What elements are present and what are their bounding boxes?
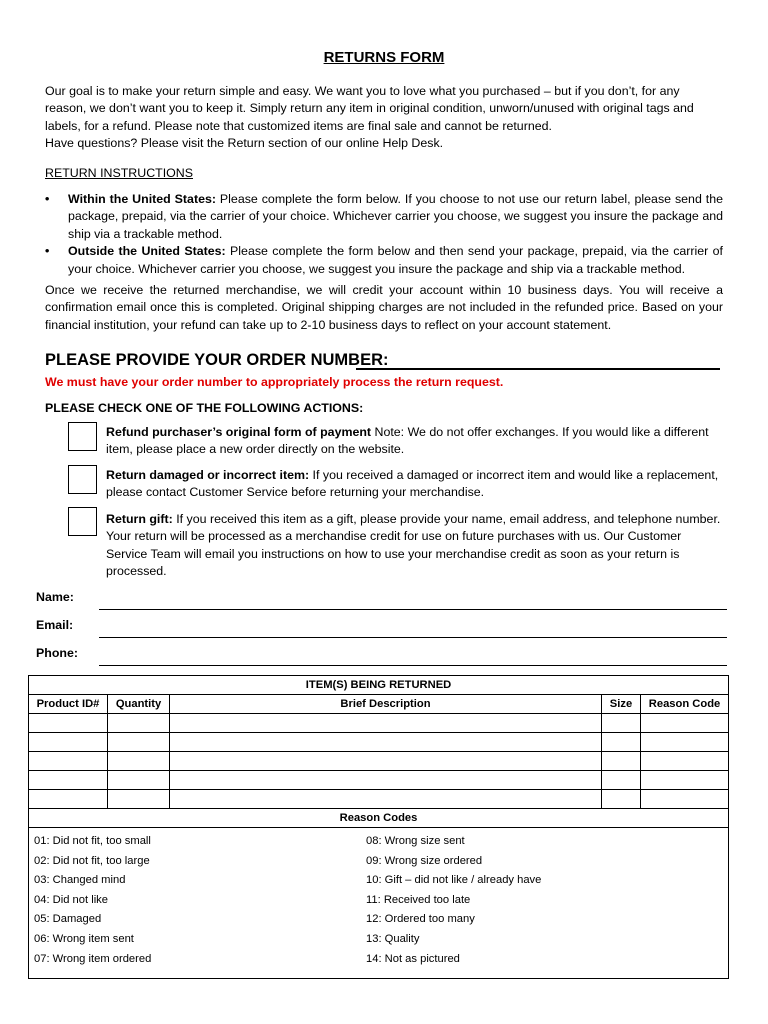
description-cell[interactable] bbox=[170, 771, 602, 790]
quantity-cell[interactable] bbox=[108, 714, 170, 733]
quantity-cell[interactable] bbox=[108, 771, 170, 790]
reason-code-item: 14: Not as pictured bbox=[366, 952, 460, 965]
action-text: If you received this item as a gift, please provide your name, email address, and telephone number. Your return will be processed as a merchandise credit for use on future purchases with us. Our Customer Service Team will email you instructions on how to use your merchandise credit as soon as your return is processed. bbox=[106, 512, 721, 579]
action-label: Return damaged or incorrect item: bbox=[106, 468, 310, 482]
quantity-cell[interactable] bbox=[108, 752, 170, 771]
quantity-cell[interactable] bbox=[108, 790, 170, 809]
column-header-reason-code: Reason Code bbox=[641, 695, 729, 714]
table-row bbox=[29, 733, 729, 752]
column-header-size: Size bbox=[602, 695, 641, 714]
product-id-cell[interactable] bbox=[29, 771, 108, 790]
reason-codes-left-column bbox=[34, 832, 151, 969]
product-id-cell[interactable] bbox=[29, 790, 108, 809]
intro-line: Have questions? Please visit the Return section of our online Help Desk. bbox=[45, 136, 444, 151]
reason-codes-caption: Reason Codes bbox=[29, 809, 729, 828]
phone-label: Phone: bbox=[36, 646, 78, 660]
order-number-note: We must have your order number to appropriately process the return request. bbox=[45, 375, 504, 389]
description-cell[interactable] bbox=[170, 733, 602, 752]
intro-line: Our goal is to make your return simple and easy. We want you to love what you purchased – but if you don’t, for any bbox=[45, 84, 680, 98]
reason-code-item: 11: Received too late bbox=[366, 893, 471, 906]
refund-checkbox[interactable] bbox=[68, 422, 97, 451]
column-header-product-id: Product ID# bbox=[29, 695, 108, 714]
reason-code-item: 06: Wrong item sent bbox=[34, 932, 134, 945]
action-label: Refund purchaser’s original form of payment bbox=[106, 425, 372, 439]
reason-code-item: 05: Damaged bbox=[34, 913, 102, 926]
action-text: If you received a damaged or incorrect item and would like a replacement, please contact Customer Service before returning your merchandise. bbox=[106, 468, 719, 500]
reason-codes-right-column bbox=[366, 832, 541, 969]
table-row bbox=[29, 714, 729, 733]
name-label: Name: bbox=[36, 590, 74, 604]
quantity-cell[interactable] bbox=[108, 733, 170, 752]
email-label: Email: bbox=[36, 618, 74, 632]
description-cell[interactable] bbox=[170, 790, 602, 809]
intro-line: labels, for a refund. Please note that customized items are final sale and cannot be returned. bbox=[45, 118, 552, 133]
reason-code-item: 10: Gift – did not like / already have bbox=[366, 874, 542, 887]
items-returned-table bbox=[28, 675, 729, 979]
bullet-icon: • bbox=[45, 192, 50, 206]
page-title: RETURNS FORM bbox=[323, 49, 445, 66]
order-number-heading: PLEASE PROVIDE YOUR ORDER NUMBER: bbox=[45, 351, 389, 369]
reason-code-cell[interactable] bbox=[641, 771, 729, 790]
instruction-label: Within the United States: bbox=[68, 192, 216, 206]
reason-codes-list bbox=[29, 828, 728, 978]
action-option-damaged bbox=[106, 467, 724, 502]
reason-codes-cell bbox=[29, 828, 729, 979]
reason-code-item: 08: Wrong size sent bbox=[366, 835, 465, 847]
bullet-icon: • bbox=[45, 244, 50, 259]
reason-code-cell[interactable] bbox=[641, 752, 729, 771]
actions-heading: PLEASE CHECK ONE OF THE FOLLOWING ACTIONS: bbox=[45, 401, 364, 415]
table-header-row bbox=[29, 695, 729, 714]
size-cell[interactable] bbox=[602, 752, 641, 771]
reason-code-item: 13: Quality bbox=[366, 932, 420, 945]
table-row bbox=[29, 790, 729, 809]
column-header-quantity: Quantity bbox=[108, 695, 170, 714]
table-row bbox=[29, 771, 729, 790]
reason-code-item: 09: Wrong size ordered bbox=[366, 854, 483, 867]
reason-code-item: 03: Changed mind bbox=[34, 874, 126, 887]
reason-code-cell[interactable] bbox=[641, 714, 729, 733]
size-cell[interactable] bbox=[602, 714, 641, 733]
reason-code-cell[interactable] bbox=[641, 733, 729, 752]
product-id-cell[interactable] bbox=[29, 752, 108, 771]
reason-code-item: 02: Did not fit, too large bbox=[34, 854, 150, 867]
action-label: Return gift: bbox=[106, 512, 173, 526]
description-cell[interactable] bbox=[170, 714, 602, 733]
email-input[interactable] bbox=[99, 637, 727, 638]
reason-code-cell[interactable] bbox=[641, 790, 729, 809]
intro-paragraph bbox=[45, 83, 723, 153]
instruction-item bbox=[45, 191, 723, 243]
return-gift-checkbox[interactable] bbox=[68, 507, 97, 536]
product-id-cell[interactable] bbox=[29, 733, 108, 752]
table-row bbox=[29, 752, 729, 771]
product-id-cell[interactable] bbox=[29, 714, 108, 733]
instruction-text: Please complete the form below and then send your package, prepaid, via the carrier of your choice. Whichever carrier you choose, we suggest you insure the package and ship via a trackable method. bbox=[68, 244, 724, 276]
action-option-refund bbox=[106, 424, 724, 459]
size-cell[interactable] bbox=[602, 771, 641, 790]
order-number-field[interactable] bbox=[356, 368, 720, 370]
reason-code-item: 12: Ordered too many bbox=[366, 913, 475, 926]
size-cell[interactable] bbox=[602, 790, 641, 809]
size-cell[interactable] bbox=[602, 733, 641, 752]
action-text: Note: We do not offer exchanges. If you would like a different item, please place a new order directly on the website. bbox=[106, 425, 709, 457]
phone-input[interactable] bbox=[99, 665, 727, 666]
description-cell[interactable] bbox=[170, 752, 602, 771]
action-option-gift bbox=[106, 511, 724, 581]
items-table-caption: ITEM(S) BEING RETURNED bbox=[29, 676, 729, 695]
instruction-label: Outside the United States: bbox=[68, 244, 226, 259]
reason-code-item: 07: Wrong item ordered bbox=[34, 952, 152, 965]
name-input[interactable] bbox=[99, 609, 727, 610]
reason-code-item: 01: Did not fit, too small bbox=[34, 835, 151, 847]
return-instructions-heading: RETURN INSTRUCTIONS bbox=[45, 166, 193, 180]
instruction-item bbox=[45, 243, 723, 278]
instruction-text: Please complete the form below. If you choose to not use our return label, please send the package, prepaid, via the carrier of your choice. Whichever carrier you choose, we suggest you insure the package and ship via a trackable method. bbox=[68, 192, 723, 241]
instructions-list bbox=[45, 191, 723, 278]
column-header-description: Brief Description bbox=[170, 695, 602, 714]
reason-code-item: 04: Did not like bbox=[34, 893, 109, 906]
intro-line: reason, we don’t want you to keep it. Simply return any item in original condition, unworn/unused with original tags and bbox=[45, 101, 694, 116]
damaged-item-checkbox[interactable] bbox=[68, 465, 97, 494]
refund-info-paragraph: Once we receive the returned merchandise, we will credit your account within 10 business days. You will receive a confirmation email once this is completed. Original shipping charges are not included in the refunded price. Based on your financial institution, your refund can take up to 2-10 business days to reflect on your account statement. bbox=[45, 283, 723, 332]
